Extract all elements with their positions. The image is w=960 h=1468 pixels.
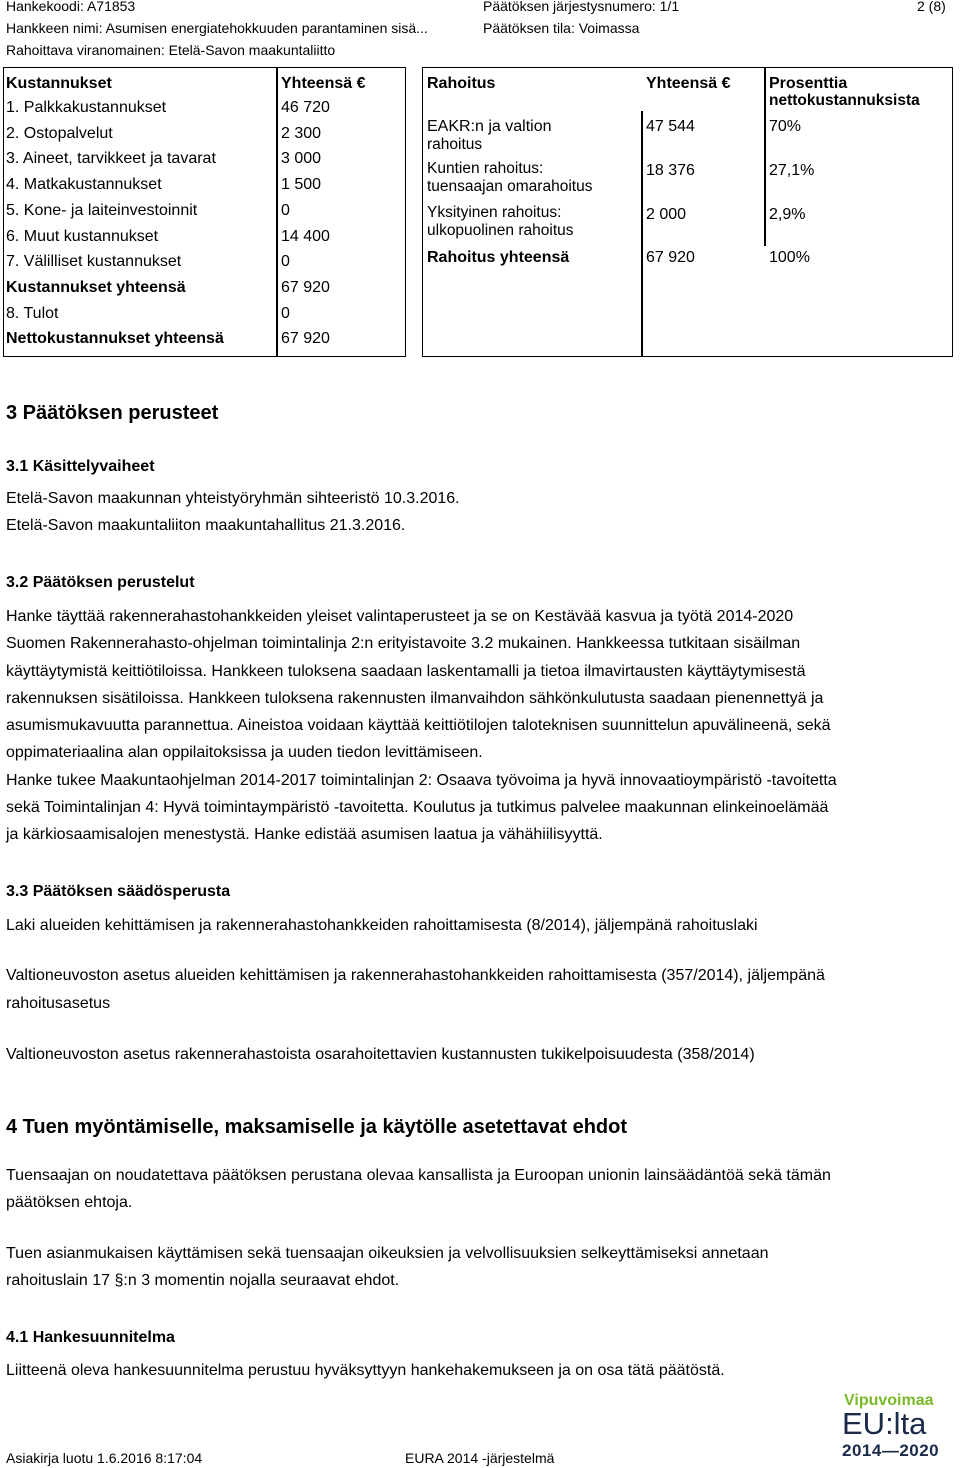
cost-row-label: 8. Tulot [6,305,59,322]
rationale-line: Suomen Rakennerahasto-ohjelman toimintalinja 2:n erityistavoite 3.2 mukainen. Hankkeessa tutkitaan sisäilman [6,635,801,653]
funding-header-percent: Prosenttia [769,75,848,92]
rationale-line: ja kärkiosaamisalojen menestystä. Hanke edistää asumisen laatua ja vähähiilisyyttä. [6,826,603,844]
conditions-paragraph: Tuen asianmukaisen käyttämisen sekä tuensaajan oikeuksien ja velvollisuuksien selkeyttämiseksi annetaan [6,1245,769,1262]
cost-row-value: 3 000 [281,150,322,167]
decision-rationale [6,603,954,849]
decision-status: Päätöksen tila: Voimassa [483,20,640,36]
funding-row-percent: 27,1% [769,162,815,179]
project-name: Hankkeen nimi: Asumisen energiatehokkuuden parantaminen sisä... [6,20,428,36]
cost-row-value: 0 [281,253,290,270]
cost-row-value: 0 [281,202,290,219]
funding-header-label: Rahoitus [427,75,496,92]
cost-row-label: 3. Aineet, tarvikkeet ja tavarat [6,150,216,167]
processing-step: Etelä-Savon maakunnan yhteistyöryhmän sihteeristö 10.3.2016. [6,490,460,507]
processing-step: Etelä-Savon maakuntaliiton maakuntahallitus 21.3.2016. [6,517,406,534]
cost-row-label: Kustannukset yhteensä [6,279,186,296]
rationale-line: oppimateriaalina alan oppilaitoksissa ja uuden tiedon levittämiseen. [6,744,483,762]
page-number: 2 (8) [917,0,946,14]
funding-table-divider [641,111,643,357]
section-3-2-title: 3.2 Päätöksen perustelut [6,574,195,591]
vipuvoimaa-eu-logo [840,1392,950,1462]
cost-row-label: 1. Palkkakustannukset [6,99,167,116]
cost-row-label: 4. Matkakustannukset [6,176,162,193]
cost-row-value: 67 920 [281,330,330,347]
section-3-3-title: 3.3 Päätöksen säädösperusta [6,883,231,900]
funding-total-label: Rahoitus yhteensä [427,249,570,266]
legal-basis-law: Laki alueiden kehittämisen ja rakennerahastohankkeiden rahoittamisesta (8/2014), jäljempänä rahoituslaki [6,917,758,934]
rationale-line: Hanke täyttää rakennerahastohankkeiden yleiset valintaperusteet ja se on Kestävää kasvua ja työtä 2014-2020 [6,608,794,625]
cost-row-value: 67 920 [281,279,330,296]
funding-row-label: ulkopuolinen rahoitus [427,222,574,239]
legal-basis-decree: rahoitusasetus [6,995,111,1012]
cost-row-value: 0 [281,305,290,322]
cost-row-label: 5. Kone- ja laiteinvestoinnit [6,202,198,219]
legal-basis-eligibility: Valtioneuvoston asetus rakennerahastoista osarahoitettavien kustannusten tukikelpoisuudesta (358/2014) [6,1046,755,1063]
conditions-paragraph: Tuensaajan on noudatettava päätöksen perustana olevaa kansallista ja Euroopan unionin lainsäädäntöä sekä tämän [6,1167,831,1184]
cost-row-label: 2. Ostopalvelut [6,125,113,142]
legal-basis-decree: Valtioneuvoston asetus alueiden kehittämisen ja rakennerahastohankkeiden rahoittamisesta (357/2014), jäljempänä [6,967,825,984]
funding-row-label: EAKR:n ja valtion [427,118,552,135]
costs-header-label: Kustannukset [6,75,112,92]
cost-row-value: 1 500 [281,176,322,193]
rationale-line: asumismukavuutta parannettua. Aineistoa voidaan käyttää keittiötilojen taloteknisen suunnittelun apuvälineenä, sekä [6,717,831,735]
cost-row-value: 2 300 [281,125,322,142]
section-3-title: 3 Päätöksen perusteet [6,402,219,424]
logo-years: 2014—2020 [842,1441,940,1460]
funding-row-value: 18 376 [646,162,695,179]
cost-row-label: 6. Muut kustannukset [6,228,159,245]
funding-header-percent: nettokustannuksista [769,92,920,109]
funding-row-percent: 70% [769,118,802,135]
funding-row-value: 2 000 [646,206,687,223]
funding-row-label: Kuntien rahoitus: [427,160,544,177]
cost-row-label: Nettokustannukset yhteensä [6,330,224,347]
funding-row-label: tuensaajan omarahoitus [427,178,593,195]
funding-row-label: rahoitus [427,136,483,153]
funding-total-percent: 100% [769,249,810,266]
funding-total-value: 67 920 [646,249,695,266]
system-name: EURA 2014 -järjestelmä [405,1450,555,1466]
logo-main: EU:lta [842,1406,927,1441]
section-4-1-title: 4.1 Hankesuunnitelma [6,1329,175,1346]
logo-word: Vipuvoimaa [844,1392,934,1409]
rationale-line: sekä Toimintalinjan 4: Hyvä toimintaympäristö -tavoitetta. Koulutus ja tutkimus palvelee maakunnan elinkeinoelämää [6,799,829,817]
conditions-paragraph: rahoituslain 17 §:n 3 momentin nojalla seuraavat ehdot. [6,1272,400,1289]
funding-row-value: 47 544 [646,118,695,135]
funding-table-divider [764,67,766,246]
rationale-line: käyttäytymistä keittiötiloissa. Hankkeen tuloksena saadaan laskentamalli ja tietoa ilmavirtausten käyttäytymisestä [6,662,806,680]
decision-number: Päätöksen järjestysnumero: 1/1 [483,0,680,14]
funding-header-value: Yhteensä € [646,75,731,92]
funding-row-label: Yksityinen rahoitus: [427,204,562,221]
document-created: Asiakirja luotu 1.6.2016 8:17:04 [6,1450,203,1466]
costs-table-divider [276,67,278,357]
rationale-line: Hanke tukee Maakuntaohjelman 2014-2017 toimintalinjan 2: Osaava työvoima ja hyvä innovaatioympäristö -tavoitetta [6,771,837,789]
costs-header-value: Yhteensä € [281,75,366,92]
cost-row-value: 46 720 [281,99,330,116]
project-plan-text: Liitteenä oleva hankesuunnitelma perustuu hyväksyttyyn hankehakemukseen ja on osa tätä päätöstä. [6,1362,725,1379]
cost-row-value: 14 400 [281,228,330,245]
project-code: Hankekoodi: A71853 [6,0,136,14]
rationale-line: rakennuksen sisätiloissa. Hankkeen tuloksena rakennusten ilmanvaihdon sähkönkulutusta saadaan pienennettyä ja [6,689,824,707]
section-4-title: 4 Tuen myöntämiselle, maksamiselle ja käytölle asetettavat ehdot [6,1116,628,1138]
section-3-1-title: 3.1 Käsittelyvaiheet [6,458,155,475]
conditions-paragraph: päätöksen ehtoja. [6,1194,133,1211]
funding-authority: Rahoittava viranomainen: Etelä-Savon maakuntaliitto [6,42,336,58]
funding-row-percent: 2,9% [769,206,806,223]
cost-row-label: 7. Välilliset kustannukset [6,253,182,270]
